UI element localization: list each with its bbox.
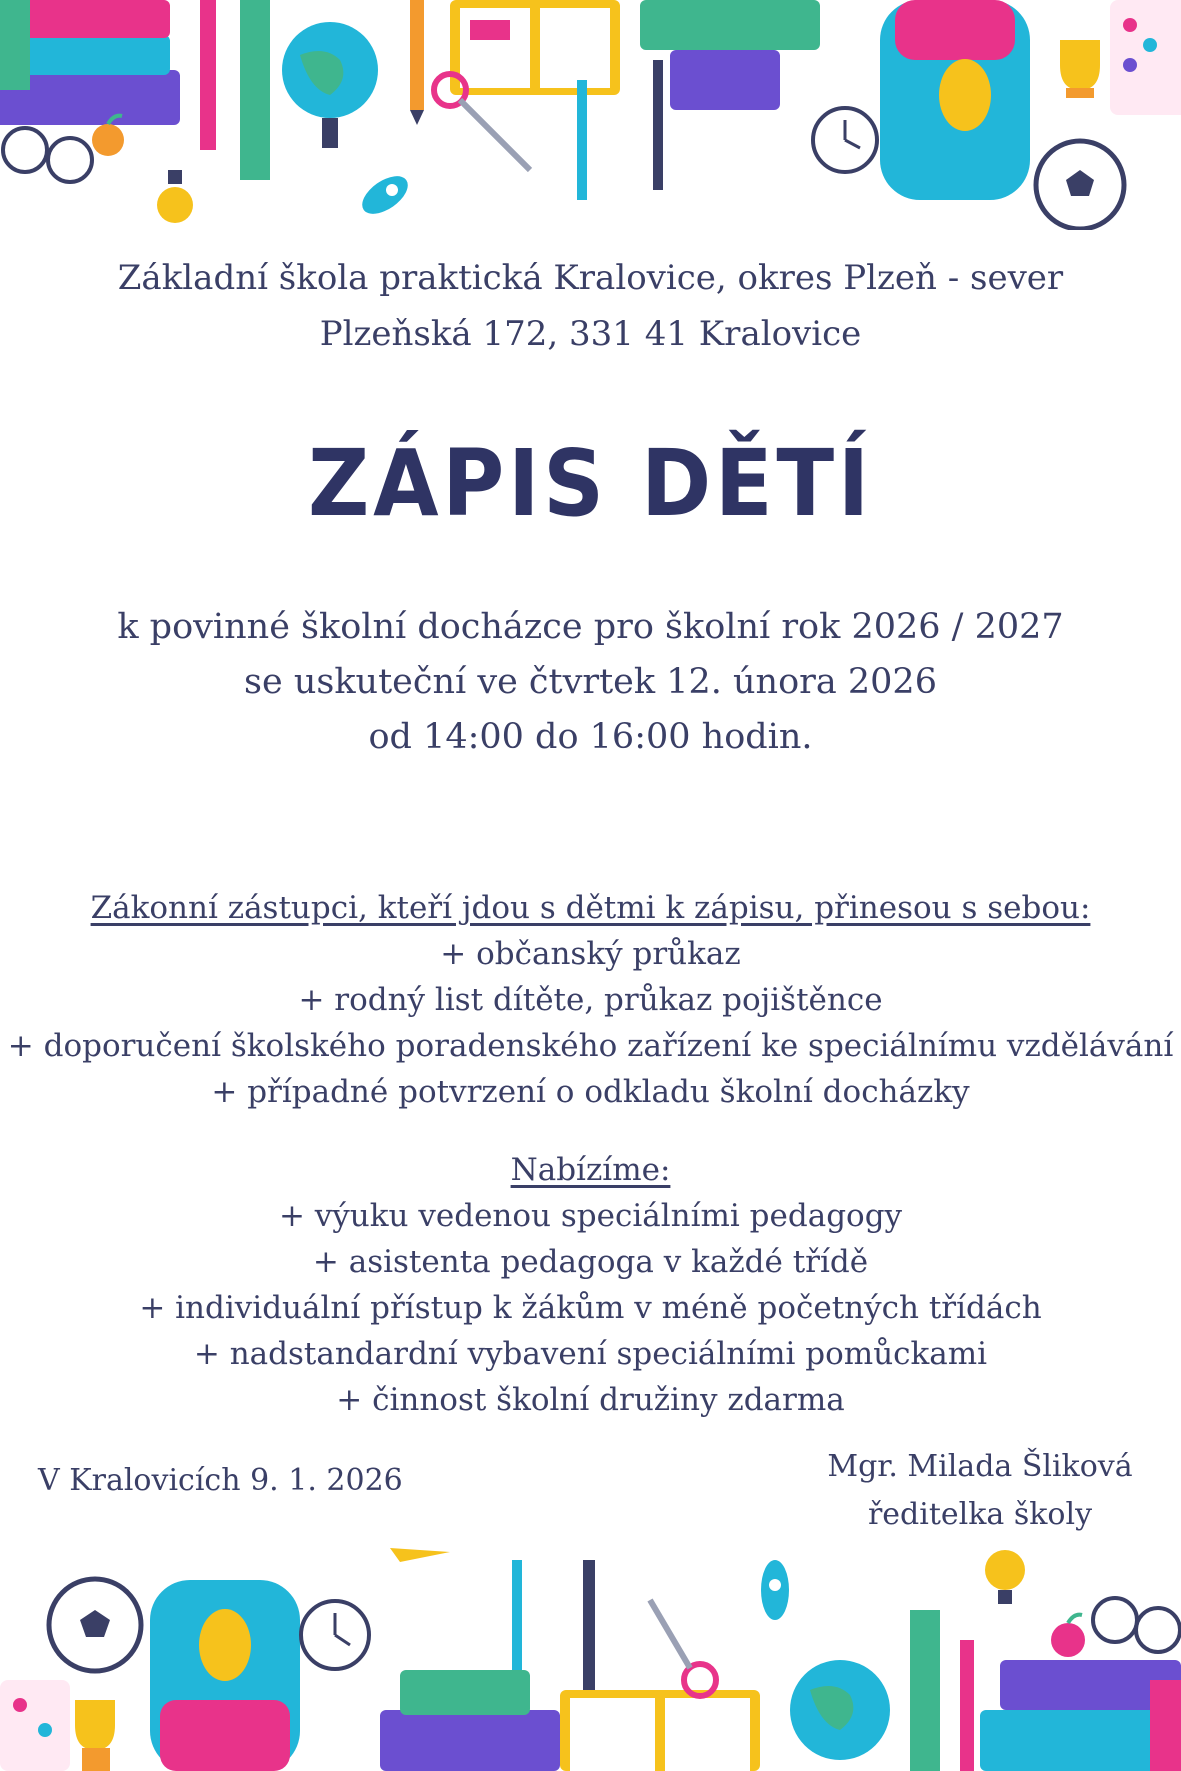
rocket-icon	[356, 169, 415, 222]
offer-section	[0, 1147, 1181, 1423]
offer-heading: Nabízíme:	[510, 1152, 671, 1188]
requirement-item: + doporučení školského poradenského zařízení ke speciálnímu vzdělávání	[7, 1028, 1174, 1064]
paint-palette-icon	[1110, 0, 1181, 115]
paint-palette-icon	[0, 1680, 70, 1771]
intro-line-2: se uskuteční ve čtvrtek 12. února 2026	[244, 662, 937, 702]
signer-role: ředitelka školy	[867, 1497, 1093, 1532]
page-title: ZÁPIS DĚTÍ	[308, 430, 873, 537]
glasses-icon	[1093, 1598, 1180, 1652]
intro-line-3: od 14:00 do 16:00 hodin.	[368, 717, 813, 757]
backpack-icon	[150, 1580, 300, 1771]
top-decoration-border	[0, 0, 1181, 230]
book-stack-icon	[0, 0, 180, 125]
light-bulb-icon	[985, 1550, 1025, 1604]
trophy-icon	[1060, 40, 1100, 98]
soccer-ball-icon	[1036, 141, 1124, 229]
globe-icon	[282, 22, 378, 148]
offer-item: + výuku vedenou speciálními pedagogy	[278, 1198, 903, 1234]
intro-text	[0, 600, 1181, 765]
offer-item: + činnost školní družiny zdarma	[336, 1382, 845, 1418]
ruler-icon	[200, 0, 270, 180]
glasses-icon	[3, 128, 92, 182]
requirement-item: + rodný list dítěte, průkaz pojištěnce	[298, 982, 883, 1018]
place-date: V Kralovicích 9. 1. 2026	[38, 1463, 403, 1498]
rocket-icon	[761, 1560, 789, 1620]
school-address: Plzeňská 172, 331 41 Kralovice	[319, 314, 862, 354]
requirement-item: + občanský průkaz	[440, 936, 741, 972]
scissors-icon	[650, 1600, 716, 1696]
book-stack-icon	[380, 1670, 560, 1771]
school-header	[0, 250, 1181, 362]
intro-line-1: k povinné školní docházce pro školní rok 2026 / 2027	[117, 607, 1064, 647]
open-book-icon	[450, 0, 620, 95]
book-stack-right	[640, 0, 820, 110]
book-stack-right	[980, 1660, 1181, 1771]
globe-icon	[790, 1660, 890, 1760]
light-bulb-icon	[157, 170, 193, 223]
offer-item: + nadstandardní vybavení speciálními pomůckami	[193, 1336, 988, 1372]
school-name: Základní škola praktická Kralovice, okres Plzeň - sever	[117, 258, 1064, 298]
signer-name: Mgr. Milada Šliková	[827, 1449, 1133, 1484]
alarm-clock-icon	[813, 108, 877, 172]
soccer-ball-icon	[49, 1579, 141, 1671]
ruler-icon	[910, 1610, 974, 1771]
pencil-icon	[410, 0, 424, 125]
apple-icon	[1051, 1615, 1085, 1657]
open-book-icon	[560, 1690, 760, 1771]
backpack-icon	[880, 0, 1030, 200]
requirements-heading: Zákonní zástupci, kteří jdou s dětmi k zápisu, přinesou s sebou:	[90, 890, 1091, 926]
offer-item: + individuální přístup k žákům v méně početných třídách	[139, 1290, 1042, 1326]
alarm-clock-icon	[301, 1601, 369, 1669]
offer-item: + asistenta pedagoga v každé třídě	[312, 1244, 869, 1280]
signature-block	[800, 1443, 1160, 1539]
requirement-item: + případné potvrzení o odkladu školní docházky	[211, 1074, 970, 1110]
paper-plane-icon	[390, 1548, 450, 1562]
trophy-icon	[75, 1700, 115, 1771]
bottom-decoration-border	[0, 1540, 1181, 1771]
requirements-section	[0, 885, 1181, 1115]
